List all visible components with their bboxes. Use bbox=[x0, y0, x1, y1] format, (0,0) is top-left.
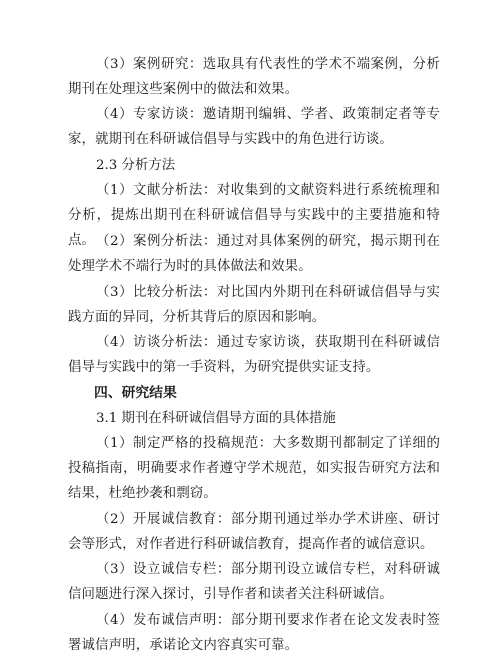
paragraph-case-study: （3）案例研究：选取具有代表性的学术不端案例，分析期刊在处理这些案例中的做法和效果。 bbox=[68, 57, 440, 97]
paragraph-comparative-analysis: （3）比较分析法：对比国内外期刊在科研诚信倡导与实践方面的异同，分析其背后的原因和影响。 bbox=[68, 285, 440, 325]
paragraph-literature-analysis: （1）文献分析法：对收集到的文献资料进行系统梳理和分析，提炼出期刊在科研诚信倡导与实践中的主要措施和特点。 bbox=[68, 183, 440, 248]
paragraph-integrity-column: （3）设立诚信专栏：部分期刊设立诚信专栏，对科研诚信问题进行深入探讨，引导作者和读者关注科研诚信。 bbox=[68, 562, 440, 602]
paragraph-expert-interview: （4）专家访谈：邀请期刊编辑、学者、政策制定者等专家，就期刊在科研诚信倡导与实践中的角色进行访谈。 bbox=[68, 107, 440, 147]
section-heading-3-1: 3.1 期刊在科研诚信倡导方面的具体措施 bbox=[96, 411, 336, 426]
section-heading-2-3: 2.3 分析方法 bbox=[96, 158, 176, 173]
paragraph-integrity-education: （2）开展诚信教育：部分期刊通过举办学术讲座、研讨会等形式，对作者进行科研诚信教育，提高作者的诚信意识。 bbox=[68, 512, 440, 552]
paragraph-submission-norms: （1）制定严格的投稿规范：大多数期刊都制定了详细的投稿指南，明确要求作者遵守学术规范，如实报告研究方法和结果，杜绝抄袭和剽窃。 bbox=[68, 436, 440, 501]
paragraph-integrity-statement: （4）发布诚信声明：部分期刊要求作者在论文发表时签署诚信声明，承诺论文内容真实可靠。 bbox=[68, 613, 440, 653]
section-heading-4: 四、研究结果 bbox=[94, 385, 177, 401]
paragraph-interview-analysis: （4）访谈分析法：通过专家访谈，获取期刊在科研诚信倡导与实践中的第一手资料，为研究提供实证支持。 bbox=[68, 335, 440, 375]
paragraph-case-analysis: （2）案例分析法：通过对具体案例的研究，揭示期刊在处理学术不端行为时的具体做法和效果。 bbox=[68, 234, 440, 274]
